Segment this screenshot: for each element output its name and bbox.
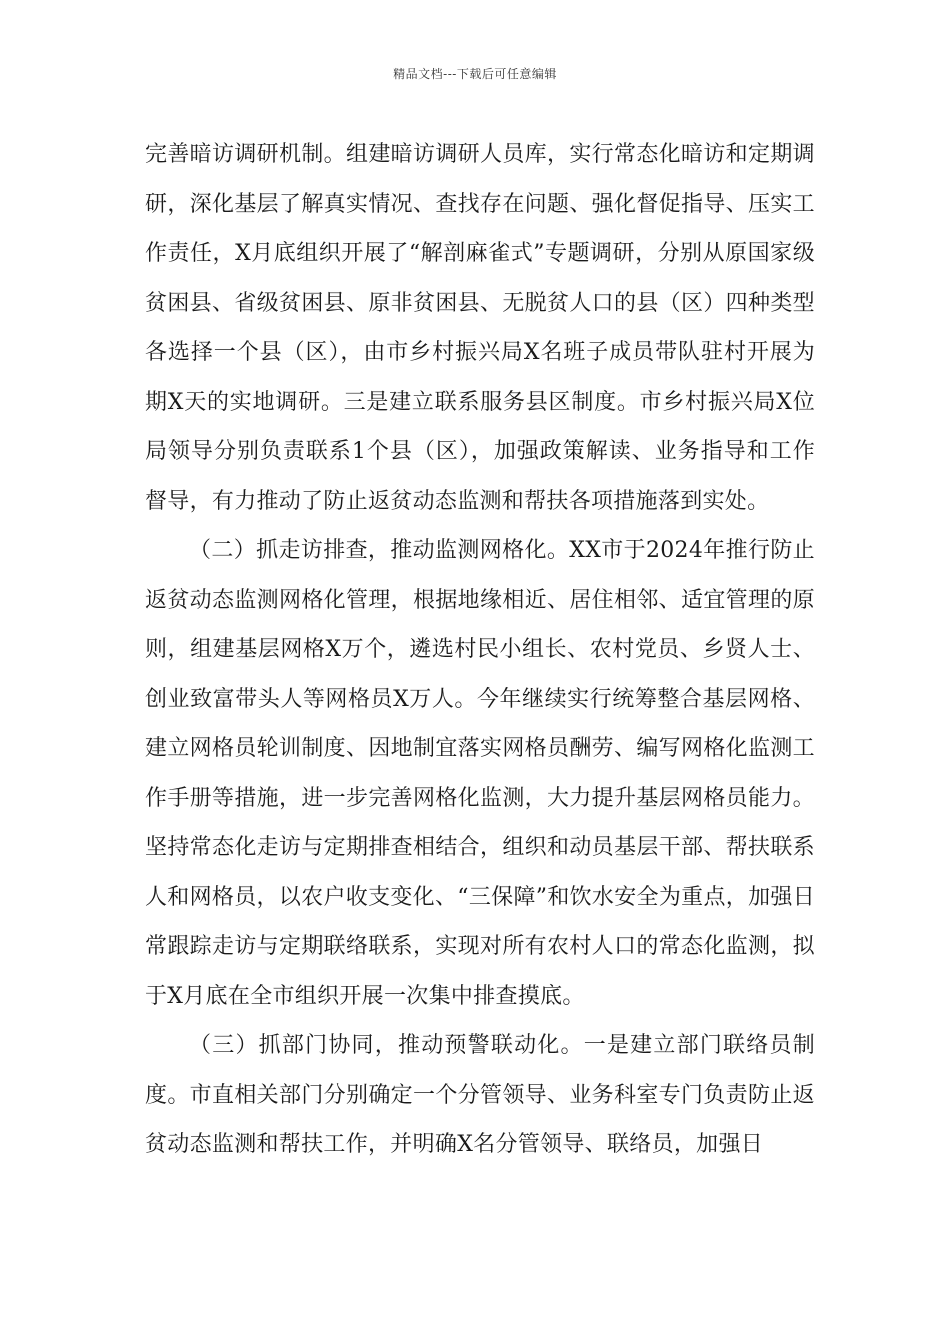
page-header: 精品文档---下载后可任意编辑 — [393, 67, 557, 81]
document-body — [145, 130, 815, 1170]
paragraph-section-two: （二）抓走访排查，推动监测网格化。XX市于2024年推行防止返贫动态监测网格化管理，根据地缘相近、居住相邻、适宜管理的原则，组建基层网格X万个，遴选村民小组长、农村党员、乡贤人士、创业致富带头人等网格员X万人。今年继续实行统筹整合基层网格、建立网格员轮训制度、因地制宜落实网格员酬劳、编写网格化监测工作手册等措施，进一步完善网格化监测，大力提升基层网格员能力。坚持常态化走访与定期排查相结合，组织和动员基层干部、帮扶联系人和网格员，以农户收支变化、“三保障”和饮水安全为重点，加强日常跟踪走访与定期联络联系，实现对所有农村人口的常态化监测，拟于X月底在全市组织开展一次集中排查摸底。 — [145, 538, 815, 1009]
paragraph-section-three: （三）抓部门协同，推动预警联动化。一是建立部门联络员制度。市直相关部门分别确定一个分管领导、业务科室专门负责防止返贫动态监测和帮扶工作，并明确X名分管领导、联络员，加强日 — [145, 1033, 815, 1157]
paragraph-continuation: 完善暗访调研机制。组建暗访调研人员库，实行常态化暗访和定期调研，深化基层了解真实情况、查找存在问题、强化督促指导、压实工作责任，X月底组织开展了“解剖麻雀式”专题调研，分别从原国家级贫困县、省级贫困县、原非贫困县、无脱贫人口的县（区）四种类型各选择一个县（区），由市乡村振兴局X名班子成员带队驻村开展为期X天的实地调研。三是建立联系服务县区制度。市乡村振兴局X位局领导分别负责联系1个县（区），加强政策解读、业务指导和工作督导，有力推动了防止返贫动态监测和帮扶各项措施落到实处。 — [145, 142, 815, 514]
